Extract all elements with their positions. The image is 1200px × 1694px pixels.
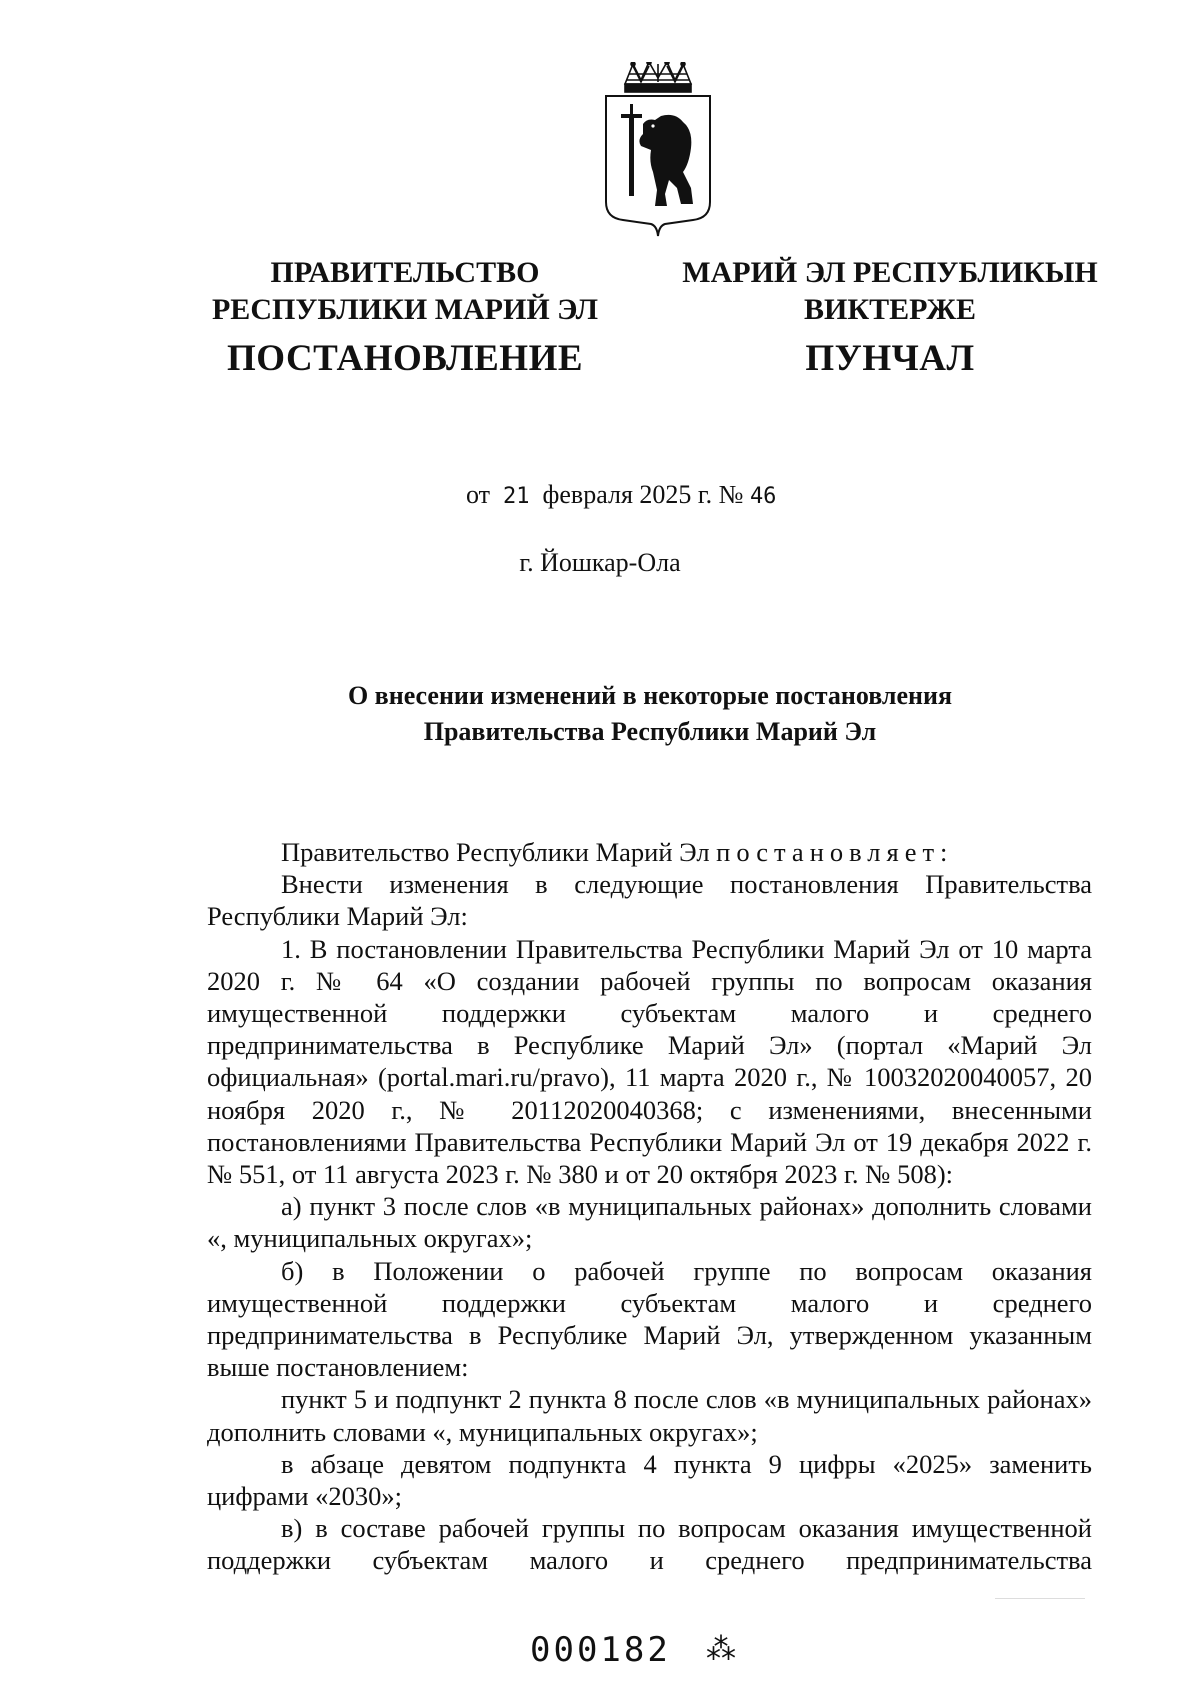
header-left	[200, 254, 610, 377]
paragraph-1-spaced: постановляет	[716, 837, 941, 867]
document-number: 46	[749, 484, 777, 509]
header-left-line1: ПРАВИТЕЛЬСТВО	[270, 256, 540, 289]
paragraph-1	[207, 836, 1092, 868]
paragraph-2: Внести изменения в следующие постановления Правительства Республики Марий Эл:	[207, 869, 1092, 932]
paragraph-3: 1. В постановлении Правительства Республики Марий Эл от 10 марта 2020 г. № 64 «О создании рабочей группы по вопросам оказания имущественной поддержки субъектам малого и среднего предпринимательства в Республике Марий Эл» (портал «Марий Эл официальная» (portal.mari.ru/pravo), 11 марта 2020 г., № 10032020040057, 20 ноября 2020 г., № 20112020040368; с изменениями, внесенными постановлениями Правительства Республики Марий Эл от 19 декабря 2022 г. № 551, от 11 августа 2023 г. № 380 и от 20 октября 2023 г. № 508):	[207, 933, 1092, 1190]
title-line2: Правительства Республики Марий Эл	[423, 717, 877, 746]
date-prefix: от	[466, 480, 491, 509]
paragraph-1-text: Правительство Республики Марий Эл	[281, 837, 717, 867]
document-body	[207, 836, 1092, 1577]
paragraph-5: б) в Положении о рабочей группе по вопросам оказания имущественной поддержки субъектам малого и среднего предпринимательства в Республике Марий Эл, утвержденном указанным выше постановлением:	[207, 1255, 1092, 1383]
header-left-line3: ПОСТАНОВЛЕНИЕ	[226, 338, 584, 379]
paragraph-8: в) в составе рабочей группы по вопросам оказания имущественной поддержки субъектам малого и среднего предпринимательства	[207, 1513, 1092, 1576]
document-title	[200, 678, 1100, 750]
asterisk-icon: ⁂	[706, 1632, 736, 1667]
coat-of-arms-icon	[603, 62, 713, 238]
title-line1: О внесении изменений в некоторые постановления	[347, 681, 953, 710]
paragraph-4: а) пункт 3 после слов «в муниципальных районах» дополнить словами «, муниципальных округах»;	[207, 1191, 1092, 1254]
paragraph-1-end: :	[940, 837, 948, 867]
paragraph-7: в абзаце девятом подпункта 4 пункта 9 цифры «2025» заменить цифрами «2030»;	[207, 1448, 1092, 1512]
scan-mark	[995, 1598, 1085, 1599]
header-right-line1: МАРИЙ ЭЛ РЕСПУБЛИКЫН	[682, 256, 1098, 289]
header-right-line2: ВИКТЕРЖЕ	[803, 293, 977, 326]
header-right	[670, 254, 1110, 377]
date-line	[466, 480, 776, 510]
date-month-year: февраля 2025 г. №	[542, 480, 744, 509]
city-name: г. Йошкар-Ола	[519, 548, 681, 577]
serial-number: 000182	[530, 1630, 671, 1670]
header-right-line3: ПУНЧАЛ	[805, 338, 975, 379]
header-left-line2: РЕСПУБЛИКИ МАРИЙ ЭЛ	[211, 293, 598, 326]
date-day: 21	[503, 484, 530, 509]
paragraph-6: пункт 5 и подпункт 2 пункта 8 после слов «в муниципальных районах» дополнить словами «, муниципальных округах»;	[207, 1384, 1092, 1447]
